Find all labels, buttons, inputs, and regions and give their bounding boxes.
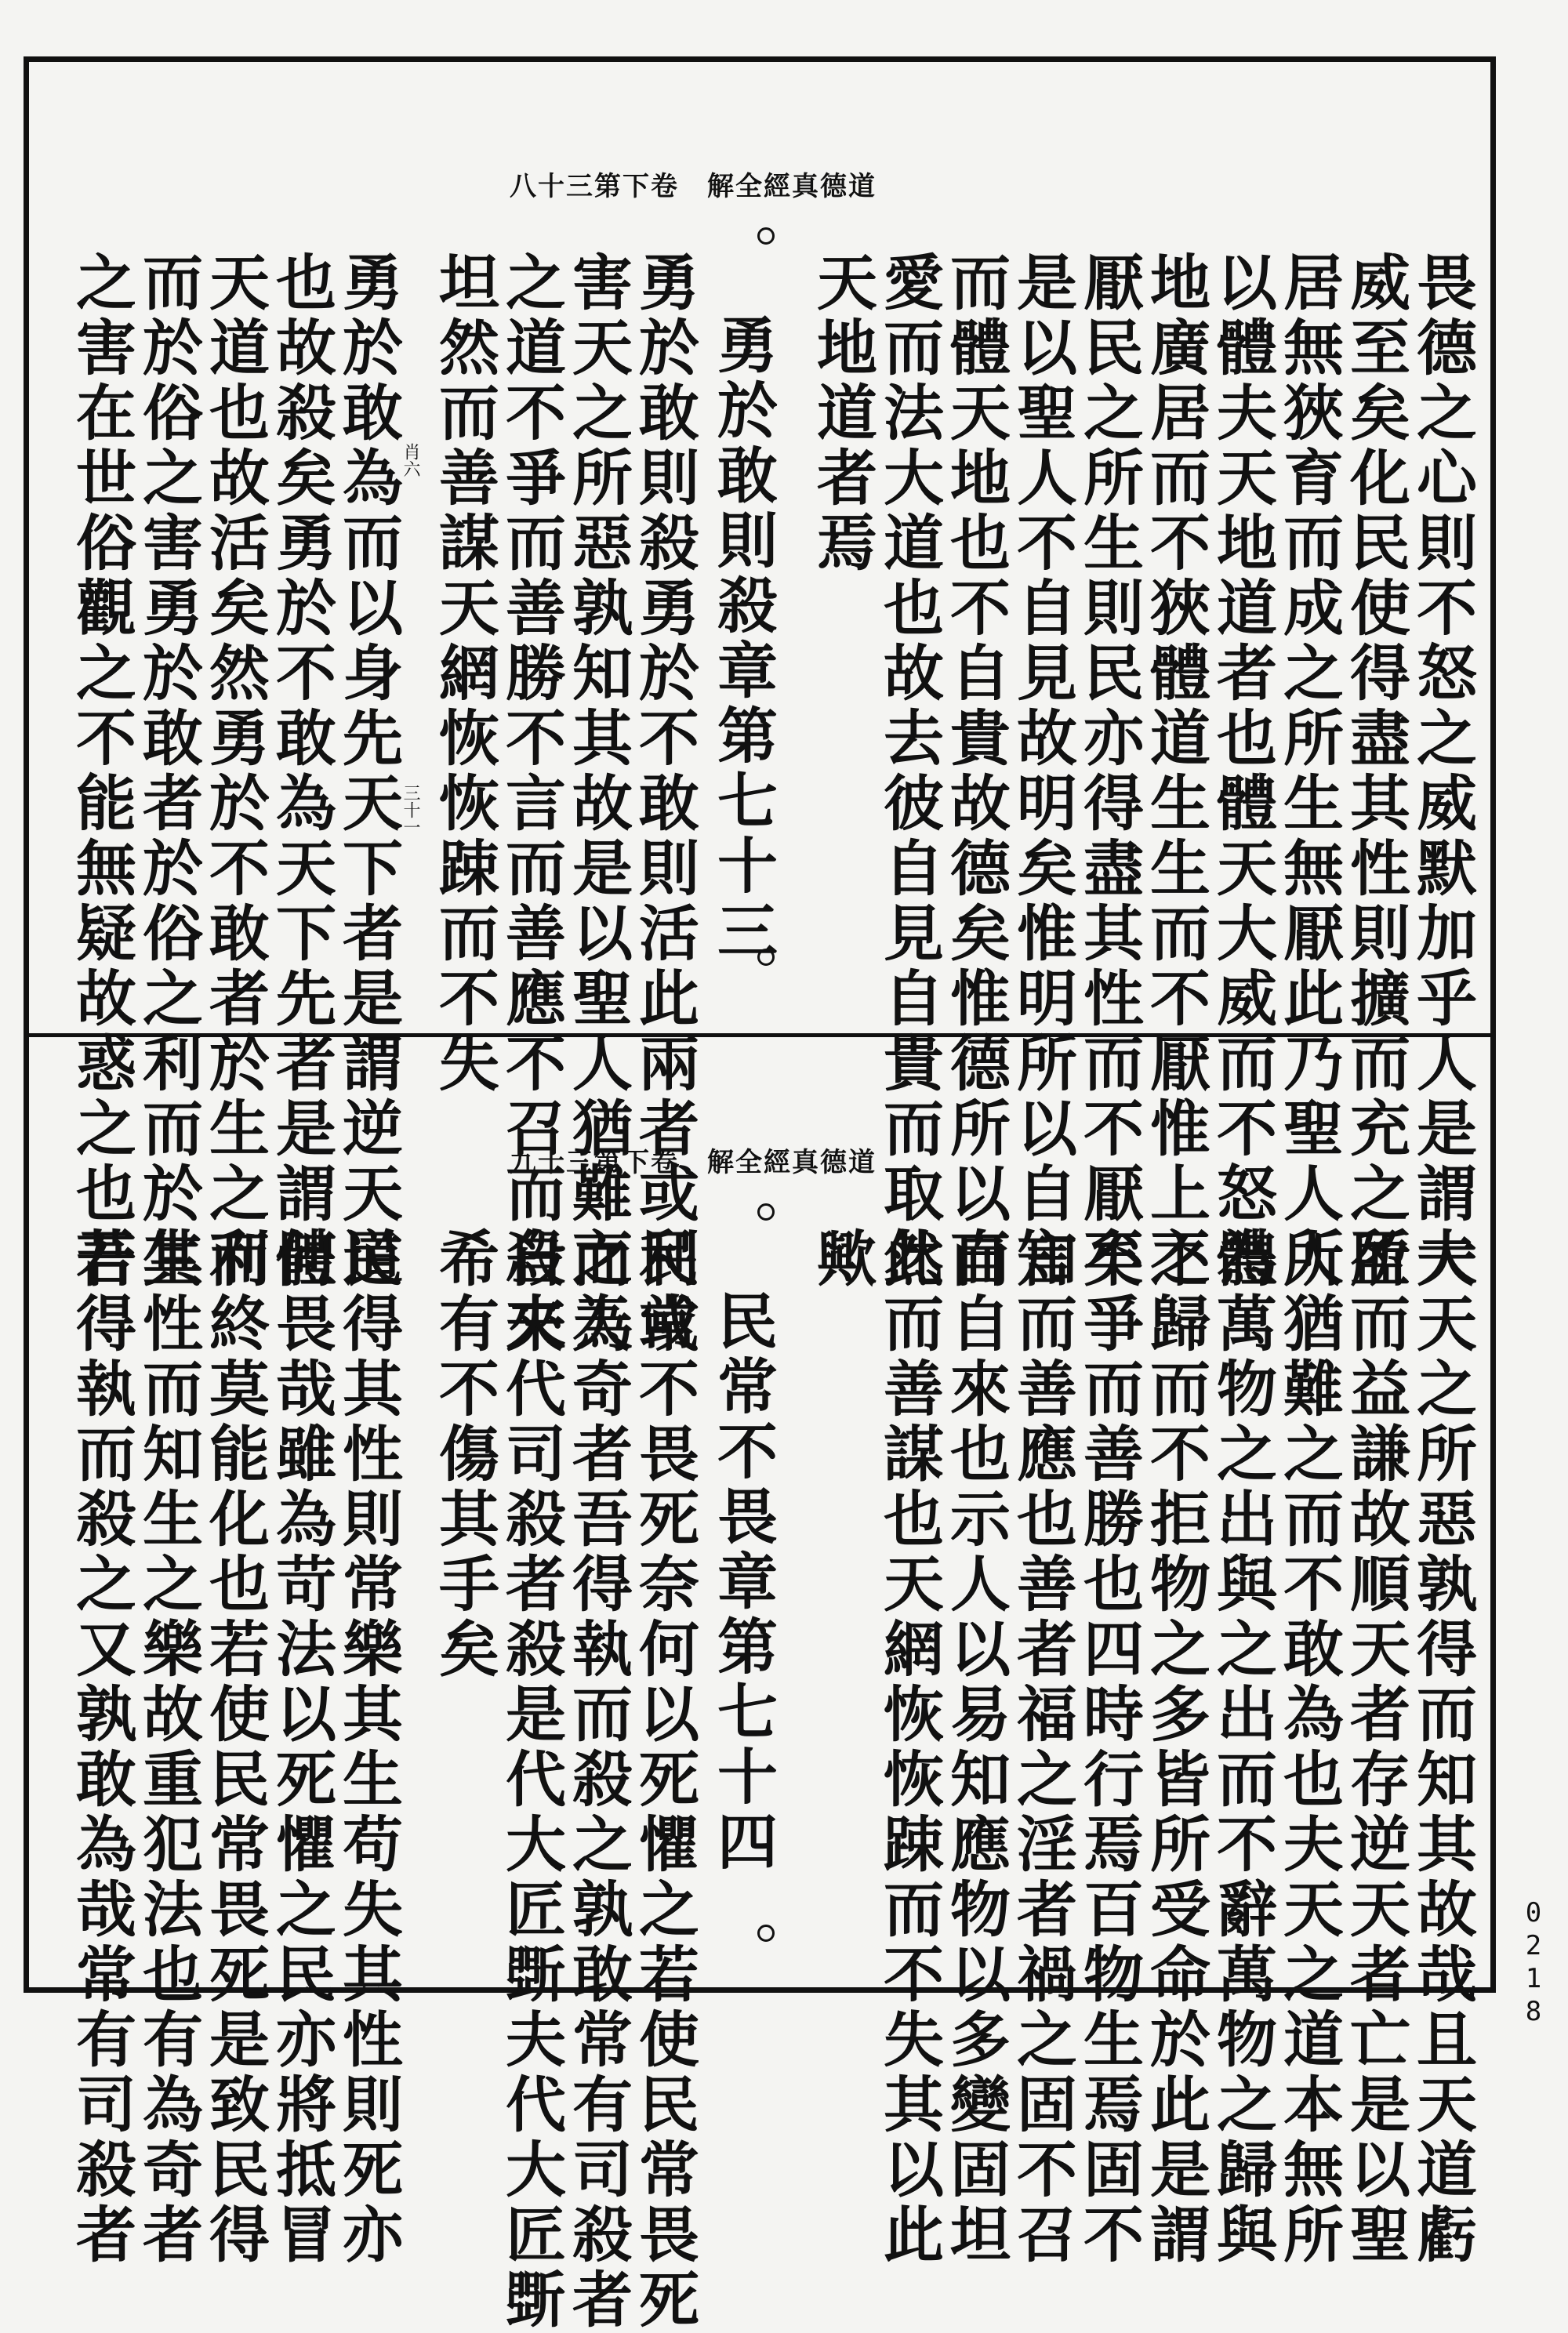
lower-column-19: 其性而知生之樂故重犯法也有為奇者	[132, 1227, 203, 2268]
lower-chapter-title: 民常不畏章第七十四	[707, 1290, 778, 1875]
lower-binding-circle-bottom	[757, 1925, 775, 1942]
upper-column-10: 天地道者焉	[807, 251, 877, 576]
lower-column-4: 為萬物之出與之出而不辭萬物之歸與	[1207, 1227, 1277, 2268]
lower-column-9: 然而善謀也天網恢恢踈而不失其以此	[873, 1227, 944, 2268]
upper-column-7: 是以聖人不自見故明矣惟明所以自知	[1007, 251, 1077, 1292]
upper-column-16: 勇於敢為而以身先天下者是謂逆天道	[332, 251, 403, 1292]
lower-column-6: 不爭而善勝也四時行焉百物生焉固不	[1073, 1227, 1144, 2268]
upper-column-15: 坦然而善謀天網恢恢踈而不失	[429, 251, 499, 1097]
upper-column-8: 而體天地也不自貴故德矣惟德所以自	[940, 251, 1011, 1292]
lower-column-8: 而自來也示人以易知應物以多變固坦	[940, 1227, 1011, 2268]
lower-column-16: 民得其性則常樂其生苟失其性則死亦	[332, 1227, 403, 2268]
upper-column-19: 而於俗之害勇於敢者於俗之利而於生	[132, 251, 203, 1292]
lower-column-2: 盈而益謙故順天者存逆天者亡是以聖	[1340, 1227, 1410, 2268]
lower-column-5: 之歸而不拒物之多皆所受命於此是謂	[1140, 1227, 1210, 2268]
upper-binding-circle-bottom	[757, 949, 775, 966]
upper-column-1: 畏德之心則不怒之威默加乎人是謂大	[1406, 251, 1477, 1292]
upper-column-9: 愛而法大道也故去彼自見自貴而取此	[873, 251, 944, 1292]
lower-column-14: 殺夫代司殺者殺是代大匠斲夫代大匠斲	[495, 1227, 566, 2333]
lower-column-12: 民常不畏死奈何以死懼之若使民常畏死	[629, 1227, 699, 2333]
upper-column-5: 地廣居而不狹體道生生而不厭惟上不	[1140, 251, 1210, 1292]
upper-margin-note-2: 三十一	[401, 784, 420, 836]
upper-column-2: 威至矣化民使得盡其性則擴而充之所	[1340, 251, 1410, 1292]
upper-chapter-title: 勇於敢則殺章第七十三	[707, 314, 778, 964]
lower-column-13: 而為奇者吾得執而殺之孰敢常有司殺者	[562, 1227, 633, 2333]
lower-column-1: 夫天之所惡孰得而知其故哉且天道虧	[1406, 1227, 1477, 2268]
lower-column-17: 何畏哉雖為苛法以死懼之民亦將抵冒	[266, 1227, 336, 2268]
upper-column-12: 勇於敢則殺勇於不敢則活此兩者或利或	[629, 251, 699, 1357]
lower-column-3: 人猶難之而不敢為也夫天之道本無所	[1273, 1227, 1344, 2268]
lower-column-18: 而終莫能化也若使民常畏死是致民得	[199, 1227, 270, 2268]
upper-column-14: 之道不爭而善勝不言而善應不召而自來	[495, 251, 566, 1357]
lower-column-10: 歟	[807, 1227, 877, 1292]
upper-column-3: 居無狹育而成之所生無厭此乃聖人所	[1273, 251, 1344, 1292]
upper-column-13: 害天之所惡孰知其故是以聖人猶難之天	[562, 251, 633, 1357]
lower-column-20: 吾得執而殺之又孰敢為哉常有司殺者	[66, 1227, 136, 2268]
upper-column-4: 以體夫天地道者也體天大威而不怒體	[1207, 251, 1277, 1292]
lower-binding-circle-top	[757, 1203, 775, 1221]
upper-column-18: 天道也故活矣然勇於不敢者於生之利	[199, 251, 270, 1292]
upper-column-17: 也故殺矣勇於不敢為天下先者是謂體	[266, 251, 336, 1292]
lower-column-15: 希有不傷其手矣	[429, 1227, 499, 1682]
upper-running-header: 八十三第下卷 解全經真德道	[510, 171, 877, 202]
lower-running-header: 九十三第下卷 解全經真德道	[510, 1147, 877, 1178]
upper-column-20: 之害在世俗觀之不能無疑故惑之也若	[66, 251, 136, 1292]
lower-column-7: 言而善應也善者福之淫者禍之固不召	[1007, 1227, 1077, 2268]
upper-margin-note-1: 肖六	[401, 443, 420, 477]
upper-column-6: 厭民之所生則民亦得盡其性而不厭矣	[1073, 251, 1144, 1292]
page-number: 0218	[1518, 1897, 1549, 2029]
upper-binding-circle-top	[757, 227, 775, 245]
